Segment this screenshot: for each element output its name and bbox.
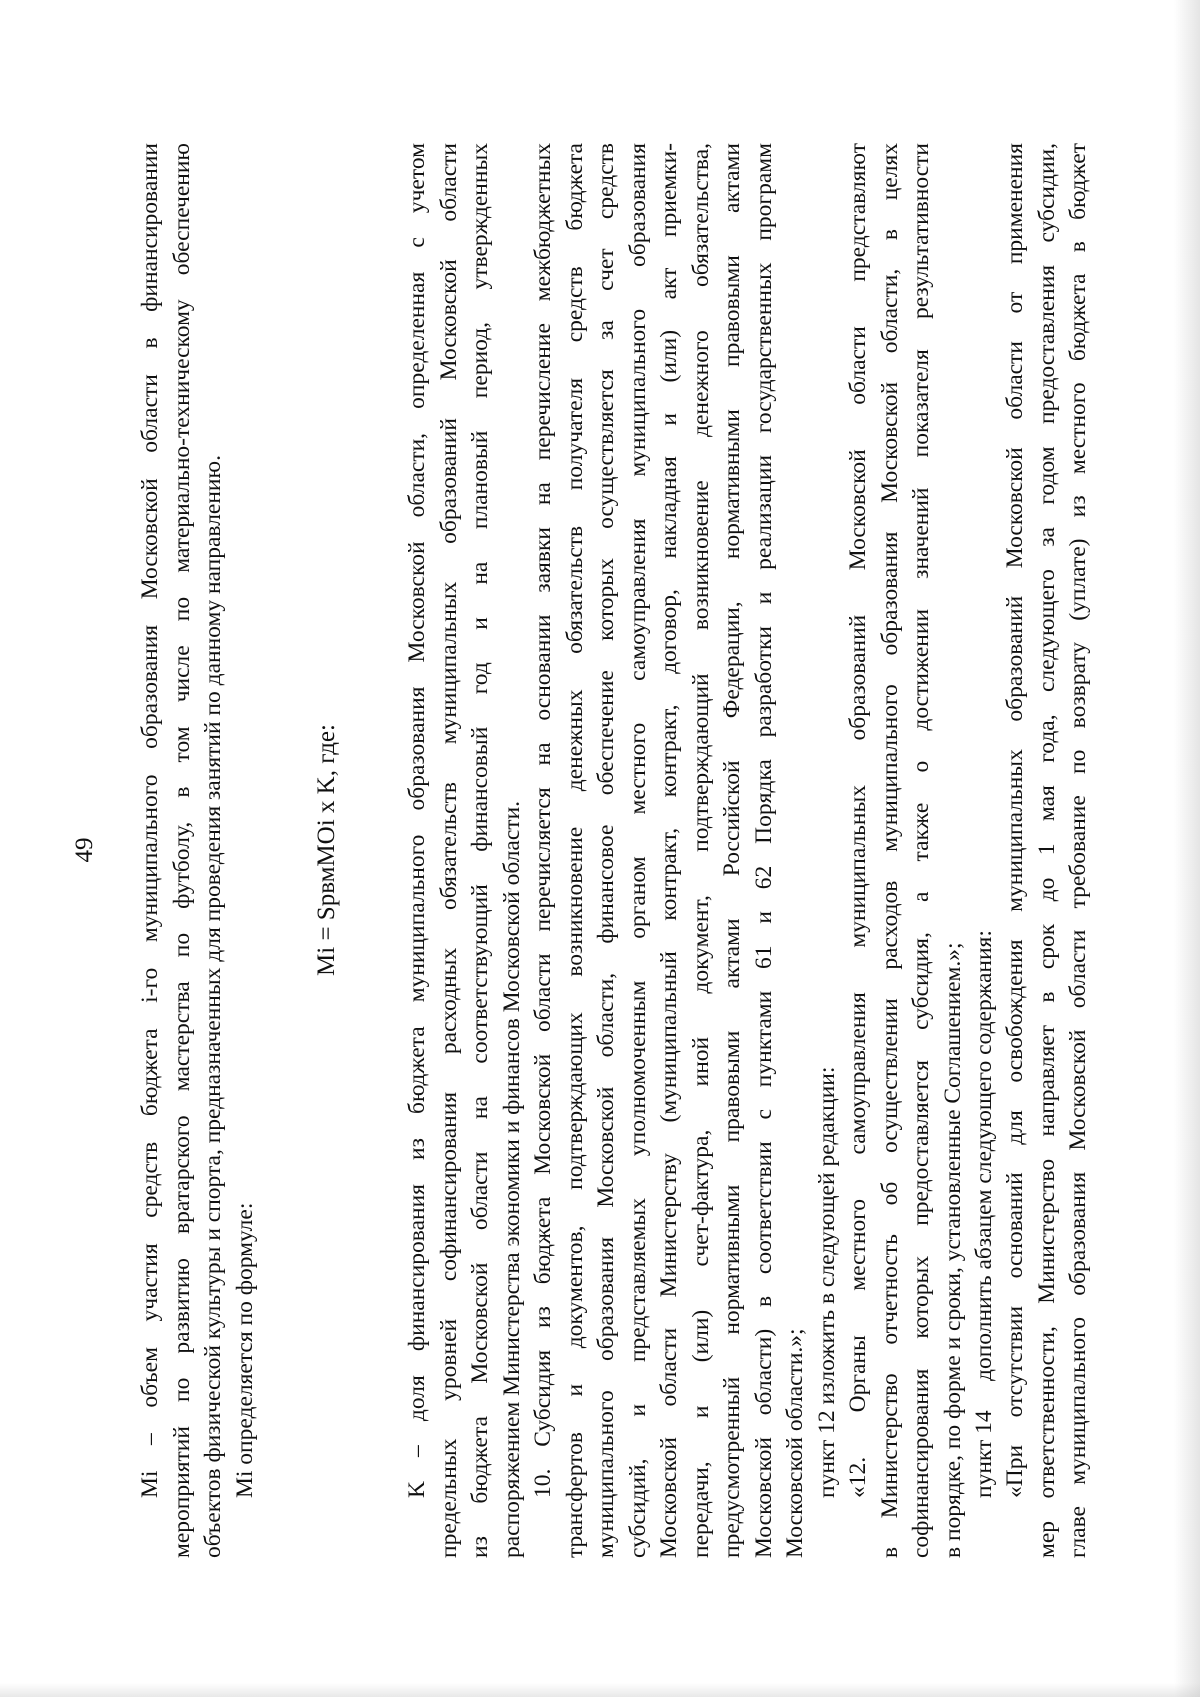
text-line: субсидий, и представляемых уполномоченным органом местного самоуправления муниципального образования (624, 143, 651, 1558)
paragraph-k-definition (402, 143, 528, 1558)
text-line: K – доля финансирования из бюджета муниципального образования Московской области, определенная с учетом (404, 143, 430, 1498)
text-line: в порядке, по форме и сроки, установленные Соглашением.»; (939, 942, 966, 1558)
text-line: софинансирования которых предоставляется субсидия, а также о достижении значений показателя результативности (908, 143, 934, 1558)
text-line: «При отсутствии оснований для освобождения муниципальных образований Московской области от применения (1002, 143, 1028, 1498)
formula: Mi = SpвмМОi x K, где: (313, 724, 340, 976)
text-line: Московской области) в соответствии с пунктами 61 и 62 Порядка разработки и реализации государственных программ (750, 143, 777, 1558)
document-page (15, 50, 1180, 1650)
paragraph-item-10 (528, 143, 812, 1558)
text-line: передачи, и (или) счет-фактура, иной документ, подтверждающий возникновение денежного обязательства, (687, 143, 714, 1558)
text-line: Московской области.»; (782, 1328, 808, 1558)
text-line: в Министерство отчетность об осуществлении расходов муниципального образования Московской области, в целях (876, 143, 903, 1558)
text-line: мер ответственности, Министерство направляет в срок до 1 мая года, следующего за годом предоставления субсидии, (1033, 143, 1060, 1558)
scan-shadow-bottom (0, 1683, 1200, 1697)
text-line: Mi – объем участия средств бюджета i-го муниципального образования Московской области в финансировании (137, 143, 163, 1498)
paragraph-mi-definition (135, 143, 230, 1558)
text-line: 10. Субсидия из бюджета Московской области перечисляется на основании заявки на перечисление межбюджетных (530, 143, 556, 1498)
page-number: 49 (71, 837, 98, 863)
text-line: объектов физической культуры и спорта, предназначенных для проведения занятий по данному направлению. (200, 455, 226, 1558)
text-line: распоряжением Министерства экономики и финансов Московской области. (498, 800, 525, 1558)
text-line: из бюджета Московской области на соответствующий финансовый год и на плановый период, утвержденных (467, 143, 493, 1558)
text-line: Московской области Министерству (муниципальный контракт, контракт, договор, накладная и (или) акт приемки- (656, 143, 682, 1558)
paragraph-item-14-text (1000, 143, 1095, 1558)
paragraph-mi-formula-intro: Mi определяется по формуле: (232, 1202, 258, 1498)
paragraph-item-14-intro: пункт 14 дополнить абзацем следующего содержания: (971, 930, 997, 1498)
text-line: мероприятий по развитию вратарского мастерства по футболу, в том числе по материально-техническому обеспечению (168, 143, 195, 1558)
text-line: муниципального образования Московской области, финансовое обеспечение которых осуществляется за счет средств (593, 143, 619, 1558)
text-line: «12. Органы местного самоуправления муниципальных образований Московской области представляют (845, 143, 871, 1498)
text-line: предусмотренный нормативными правовыми актами Российской Федерации, нормативными правовыми актами (719, 143, 745, 1558)
paragraph-item-12-intro: пункт 12 изложить в следующей редакции: (814, 1066, 840, 1498)
text-line: предельных уровней софинансирования расходных обязательств муниципальных образований Московской области (435, 143, 462, 1558)
paragraph-item-12-text (843, 143, 969, 1558)
text-line: главе муниципального образования Московской области требование по возврату (уплате) из местного бюджета в бюджет (1065, 143, 1091, 1558)
text-line: трансфертов и документов, подтверждающих возникновение денежных обязательств получателя средств бюджета (561, 143, 588, 1558)
